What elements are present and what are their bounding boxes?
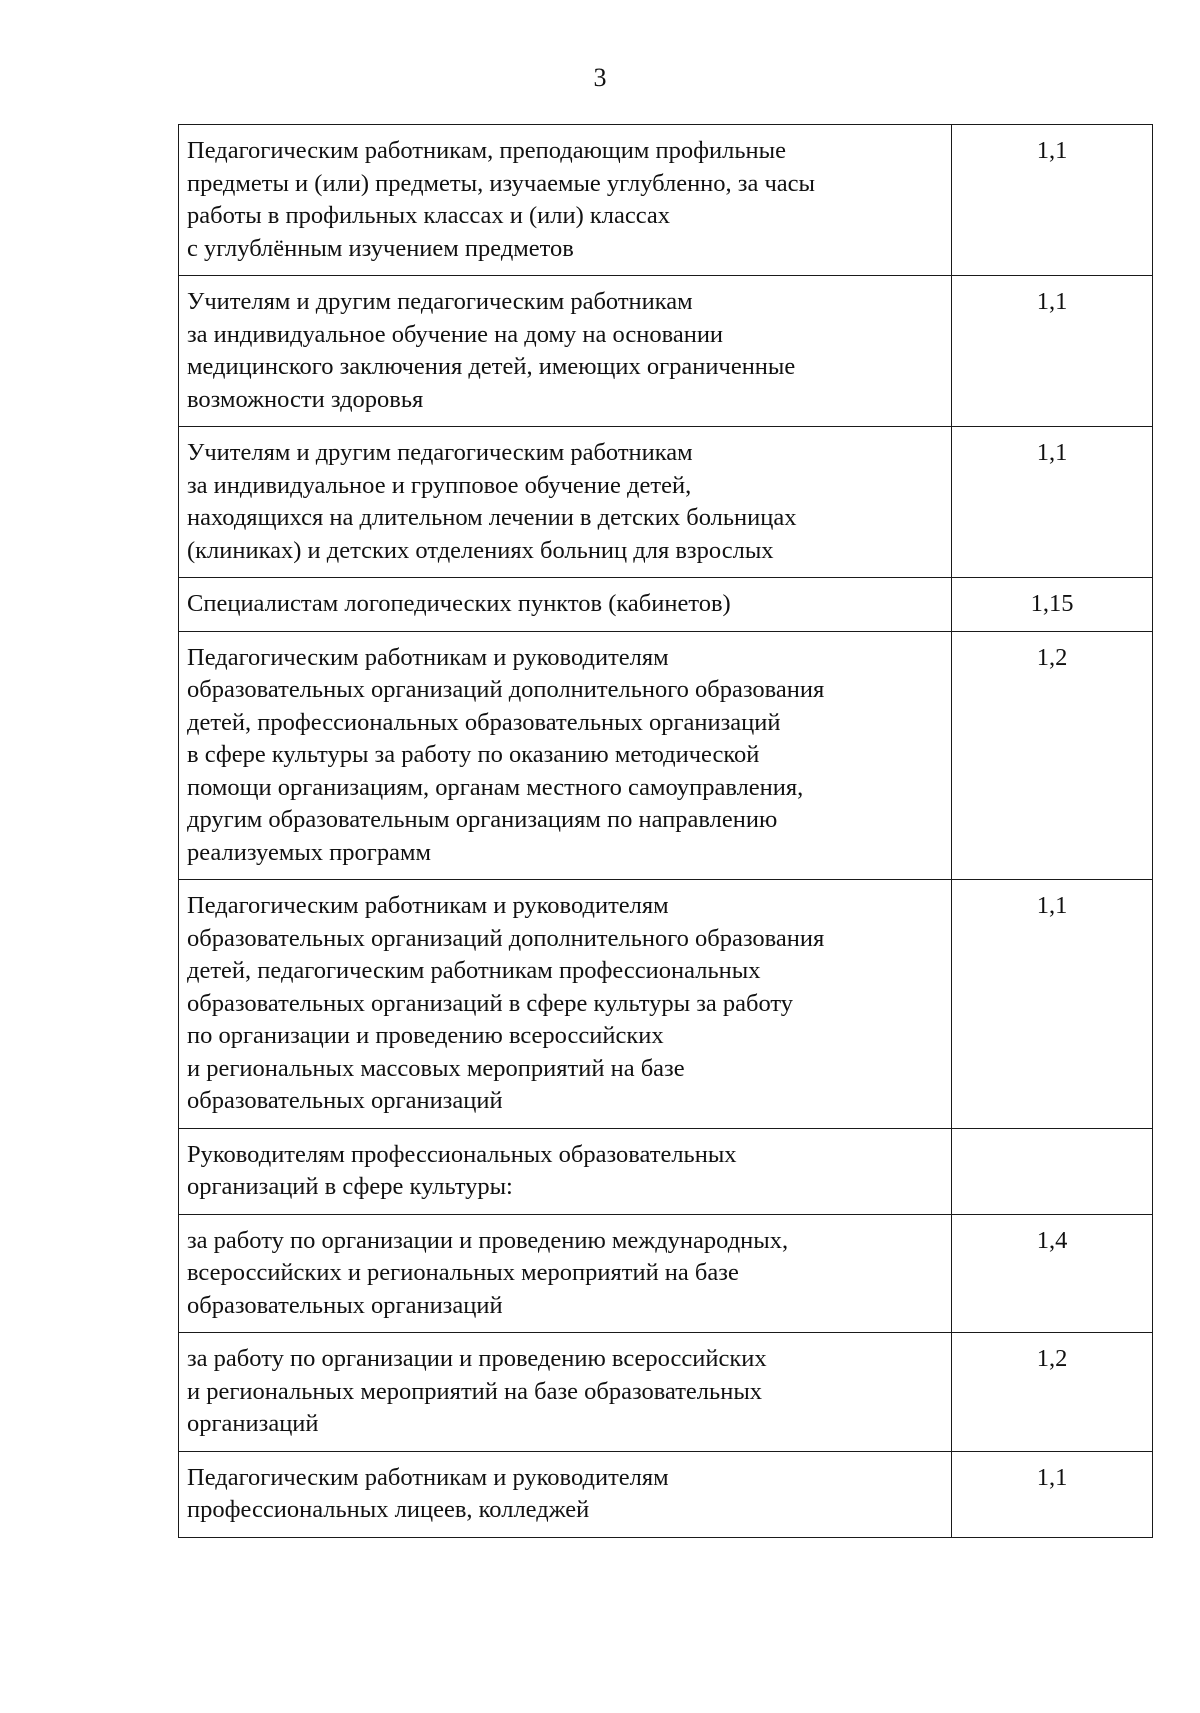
description-line: в сфере культуры за работу по оказанию методической — [187, 741, 760, 768]
description-line: другим образовательным организациям по направлению — [187, 806, 778, 833]
table-row — [179, 1333, 1153, 1452]
description-line: профессиональных лицеев, колледжей — [187, 1496, 590, 1523]
row-description — [179, 1128, 952, 1214]
description-line: образовательных организаций дополнительного образования — [187, 924, 825, 952]
description-line: образовательных организаций дополнительного образования — [187, 676, 825, 703]
row-description — [179, 1214, 952, 1333]
row-description — [179, 880, 952, 1129]
row-coefficient: 1,1 — [952, 880, 1153, 1129]
table-row — [179, 125, 1153, 276]
row-coefficient: 1,2 — [952, 1333, 1153, 1452]
row-description — [179, 1451, 952, 1537]
description-line: с углублённым изучением предметов — [187, 234, 574, 262]
row-coefficient: 1,1 — [952, 125, 1153, 276]
row-description — [179, 578, 952, 632]
row-description — [179, 427, 952, 578]
row-coefficient: 1,4 — [952, 1214, 1153, 1333]
table-row — [179, 631, 1153, 880]
table-row — [179, 880, 1153, 1129]
description-line: Учителям и другим педагогическим работникам — [187, 439, 693, 466]
description-line: организаций в сфере культуры: — [187, 1173, 513, 1200]
description-line: Педагогическим работникам и руководителям — [187, 892, 669, 919]
description-line: образовательных организаций в сфере культуры за работу — [187, 989, 794, 1017]
description-line: возможности здоровья — [187, 385, 424, 413]
description-line: образовательных организаций — [187, 1087, 503, 1114]
description-line: Руководителям профессиональных образовательных — [187, 1140, 737, 1168]
table-row — [179, 427, 1153, 578]
description-line: и региональных мероприятий на базе образовательных — [187, 1377, 763, 1405]
description-line: Педагогическим работникам и руководителям — [187, 1463, 669, 1491]
description-line: Педагогическим работникам, преподающим профильные — [187, 137, 786, 164]
description-line: медицинского заключения детей, имеющих ограниченные — [187, 353, 796, 380]
description-line: всероссийских и региональных мероприятий на базе — [187, 1259, 739, 1286]
description-line: работы в профильных классах и (или) классах — [187, 202, 671, 229]
description-line: реализуемых программ — [187, 838, 431, 866]
page-number: 3 — [593, 63, 607, 92]
description-line: за работу по организации и проведению всероссийских — [187, 1345, 767, 1372]
description-line: за работу по организации и проведению международных, — [187, 1226, 789, 1254]
row-coefficient: 1,1 — [952, 276, 1153, 427]
description-line: организаций — [187, 1410, 319, 1437]
description-line: находящихся на длительном лечении в детских больницах — [187, 504, 797, 531]
table-body — [179, 125, 1153, 1538]
description-line: за индивидуальное и групповое обучение детей, — [187, 471, 692, 499]
table-row — [179, 1214, 1153, 1333]
row-description — [179, 276, 952, 427]
row-coefficient: 1,1 — [952, 427, 1153, 578]
description-line: Учителям и другим педагогическим работникам — [187, 288, 693, 315]
description-line: за индивидуальное обучение на дому на основании — [187, 320, 724, 348]
table-row — [179, 578, 1153, 632]
description-line: детей, профессиональных образовательных организаций — [187, 708, 781, 736]
row-coefficient — [952, 1128, 1153, 1214]
description-line: и региональных массовых мероприятий на базе — [187, 1054, 685, 1082]
row-coefficient: 1,2 — [952, 631, 1153, 880]
table-row — [179, 276, 1153, 427]
description-line: Специалистам логопедических пунктов (кабинетов) — [187, 590, 731, 617]
description-line: образовательных организаций — [187, 1291, 503, 1319]
row-description — [179, 1333, 952, 1452]
coefficients-table — [178, 124, 1153, 1538]
row-coefficient: 1,1 — [952, 1451, 1153, 1537]
description-line: детей, педагогическим работникам профессиональных — [187, 957, 761, 984]
description-line: (клиниках) и детских отделениях больниц для взрослых — [187, 536, 774, 564]
table-row — [179, 1128, 1153, 1214]
row-description — [179, 125, 952, 276]
row-coefficient: 1,15 — [952, 578, 1153, 632]
description-line: Педагогическим работникам и руководителям — [187, 643, 669, 671]
description-line: помощи организациям, органам местного самоуправления, — [187, 773, 804, 801]
description-line: по организации и проведению всероссийских — [187, 1022, 664, 1049]
row-description — [179, 631, 952, 880]
table-row — [179, 1451, 1153, 1537]
description-line: предметы и (или) предметы, изучаемые углубленно, за часы — [187, 169, 816, 197]
